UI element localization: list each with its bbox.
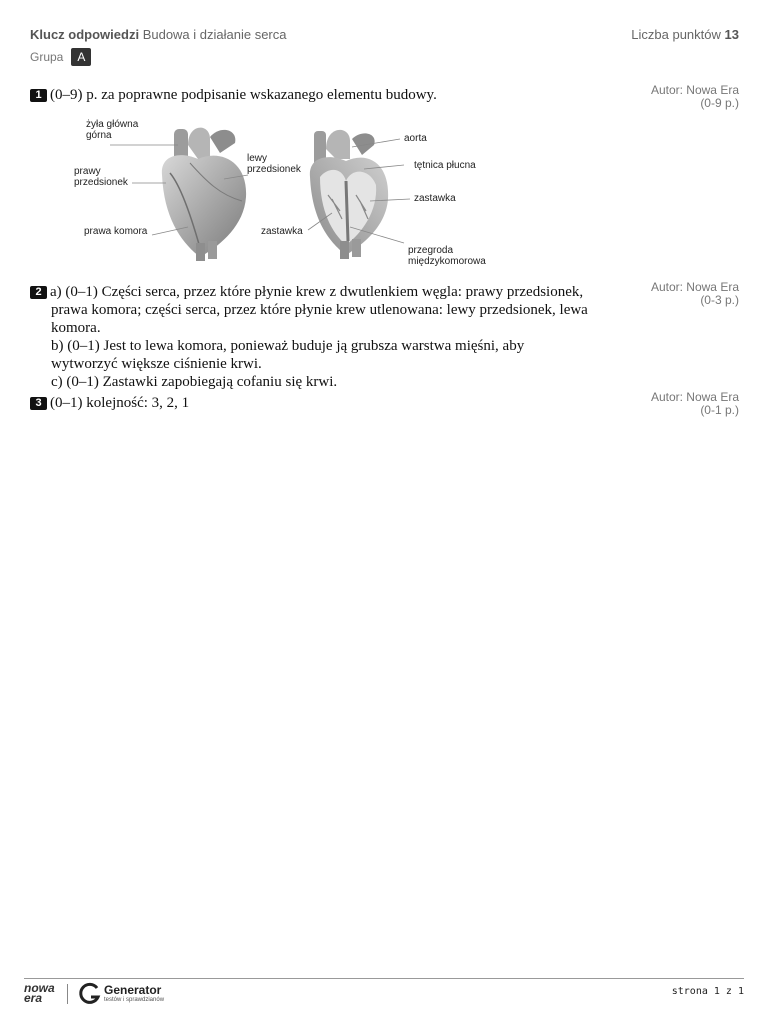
label-vena-cava-line1: żyła główna [86,119,139,130]
label-right-atrium [74,166,128,188]
points-label: Liczba punktów [631,27,721,42]
group-indicator [30,48,91,66]
label-aorta: aorta [404,133,427,144]
group-badge: A [71,48,91,66]
task-number: 2 [30,286,47,299]
task-3-author [651,391,739,417]
author-name: Autor: Nowa Era [650,280,739,294]
nowa-era-logo [24,983,55,1003]
task-line: c) (0–1) Zastawki zapobiegają cofaniu się krwi. [51,374,338,390]
generator-subtitle: testów i sprawdzianów [104,997,165,1003]
label-right-atrium-line2: przedsionek [74,177,128,188]
label-vena-cava-line2: górna [86,130,112,141]
label-valve-right: zastawka [414,193,456,204]
label-left-atrium [247,153,301,175]
label-septum-line2: międzykomorowa [408,256,486,267]
author-name: Autor: Nowa Era [650,83,739,97]
page-number: strona 1 z 1 [671,986,744,997]
heart-exterior [162,128,246,261]
task-line: b) (0–1) Jest to lewa komora, ponieważ buduje ją grubsza warstwa mięśni, aby [51,338,525,354]
generator-g-icon [78,982,102,1006]
task-1 [30,86,630,104]
logo-line1: nowa [24,981,55,995]
author-points: (0-1 p.) [700,403,739,417]
label-vena-cava [86,119,138,141]
label-pulmonary-artery: tętnica płucna [414,160,476,171]
task-1-author [651,84,739,110]
document-title [30,27,287,42]
title-topic: Budowa i działanie serca [142,27,287,42]
label-septum [408,245,486,267]
label-septum-line1: przegroda [408,245,454,256]
task-2 [30,283,630,391]
label-valve-left: zastawka [261,226,303,237]
heart-figure [70,115,500,270]
author-points: (0-3 p.) [700,293,739,307]
label-right-ventricle: prawa komora [84,226,148,237]
label-left-atrium-line1: lewy [247,153,268,164]
task-line: komora. [51,320,101,336]
points-summary [631,27,739,42]
author-points: (0-9 p.) [700,96,739,110]
task-text: (0–9) p. za poprawne podpisanie wskazanego elementu budowy. [50,87,437,103]
task-3 [30,394,630,412]
logo-separator [67,984,68,1004]
group-label: Grupa [30,50,64,64]
label-left-atrium-line2: przedsionek [247,164,301,175]
title-bold: Klucz odpowiedzi [30,27,140,42]
footer-divider [24,978,744,979]
heart-cross-section [310,130,388,259]
points-value: 13 [724,27,739,42]
task-line: prawa komora; części serca, przez które płynie krew utlenowana: lewy przedsionek, lewa [51,302,588,318]
author-name: Autor: Nowa Era [650,390,739,404]
task-number: 3 [30,397,47,410]
generator-title: Generator [104,983,162,997]
task-line: wytworzyć większe ciśnienie krwi. [51,356,262,372]
task-line: a) (0–1) Części serca, przez które płynie krew z dwutlenkiem węgla: prawy przedsionek, [50,284,584,300]
logo-line2: era [24,991,43,1005]
task-text: (0–1) kolejność: 3, 2, 1 [50,395,190,411]
label-right-atrium-line1: prawy [74,166,101,177]
task-2-author [651,281,739,307]
task-number: 1 [30,89,47,102]
